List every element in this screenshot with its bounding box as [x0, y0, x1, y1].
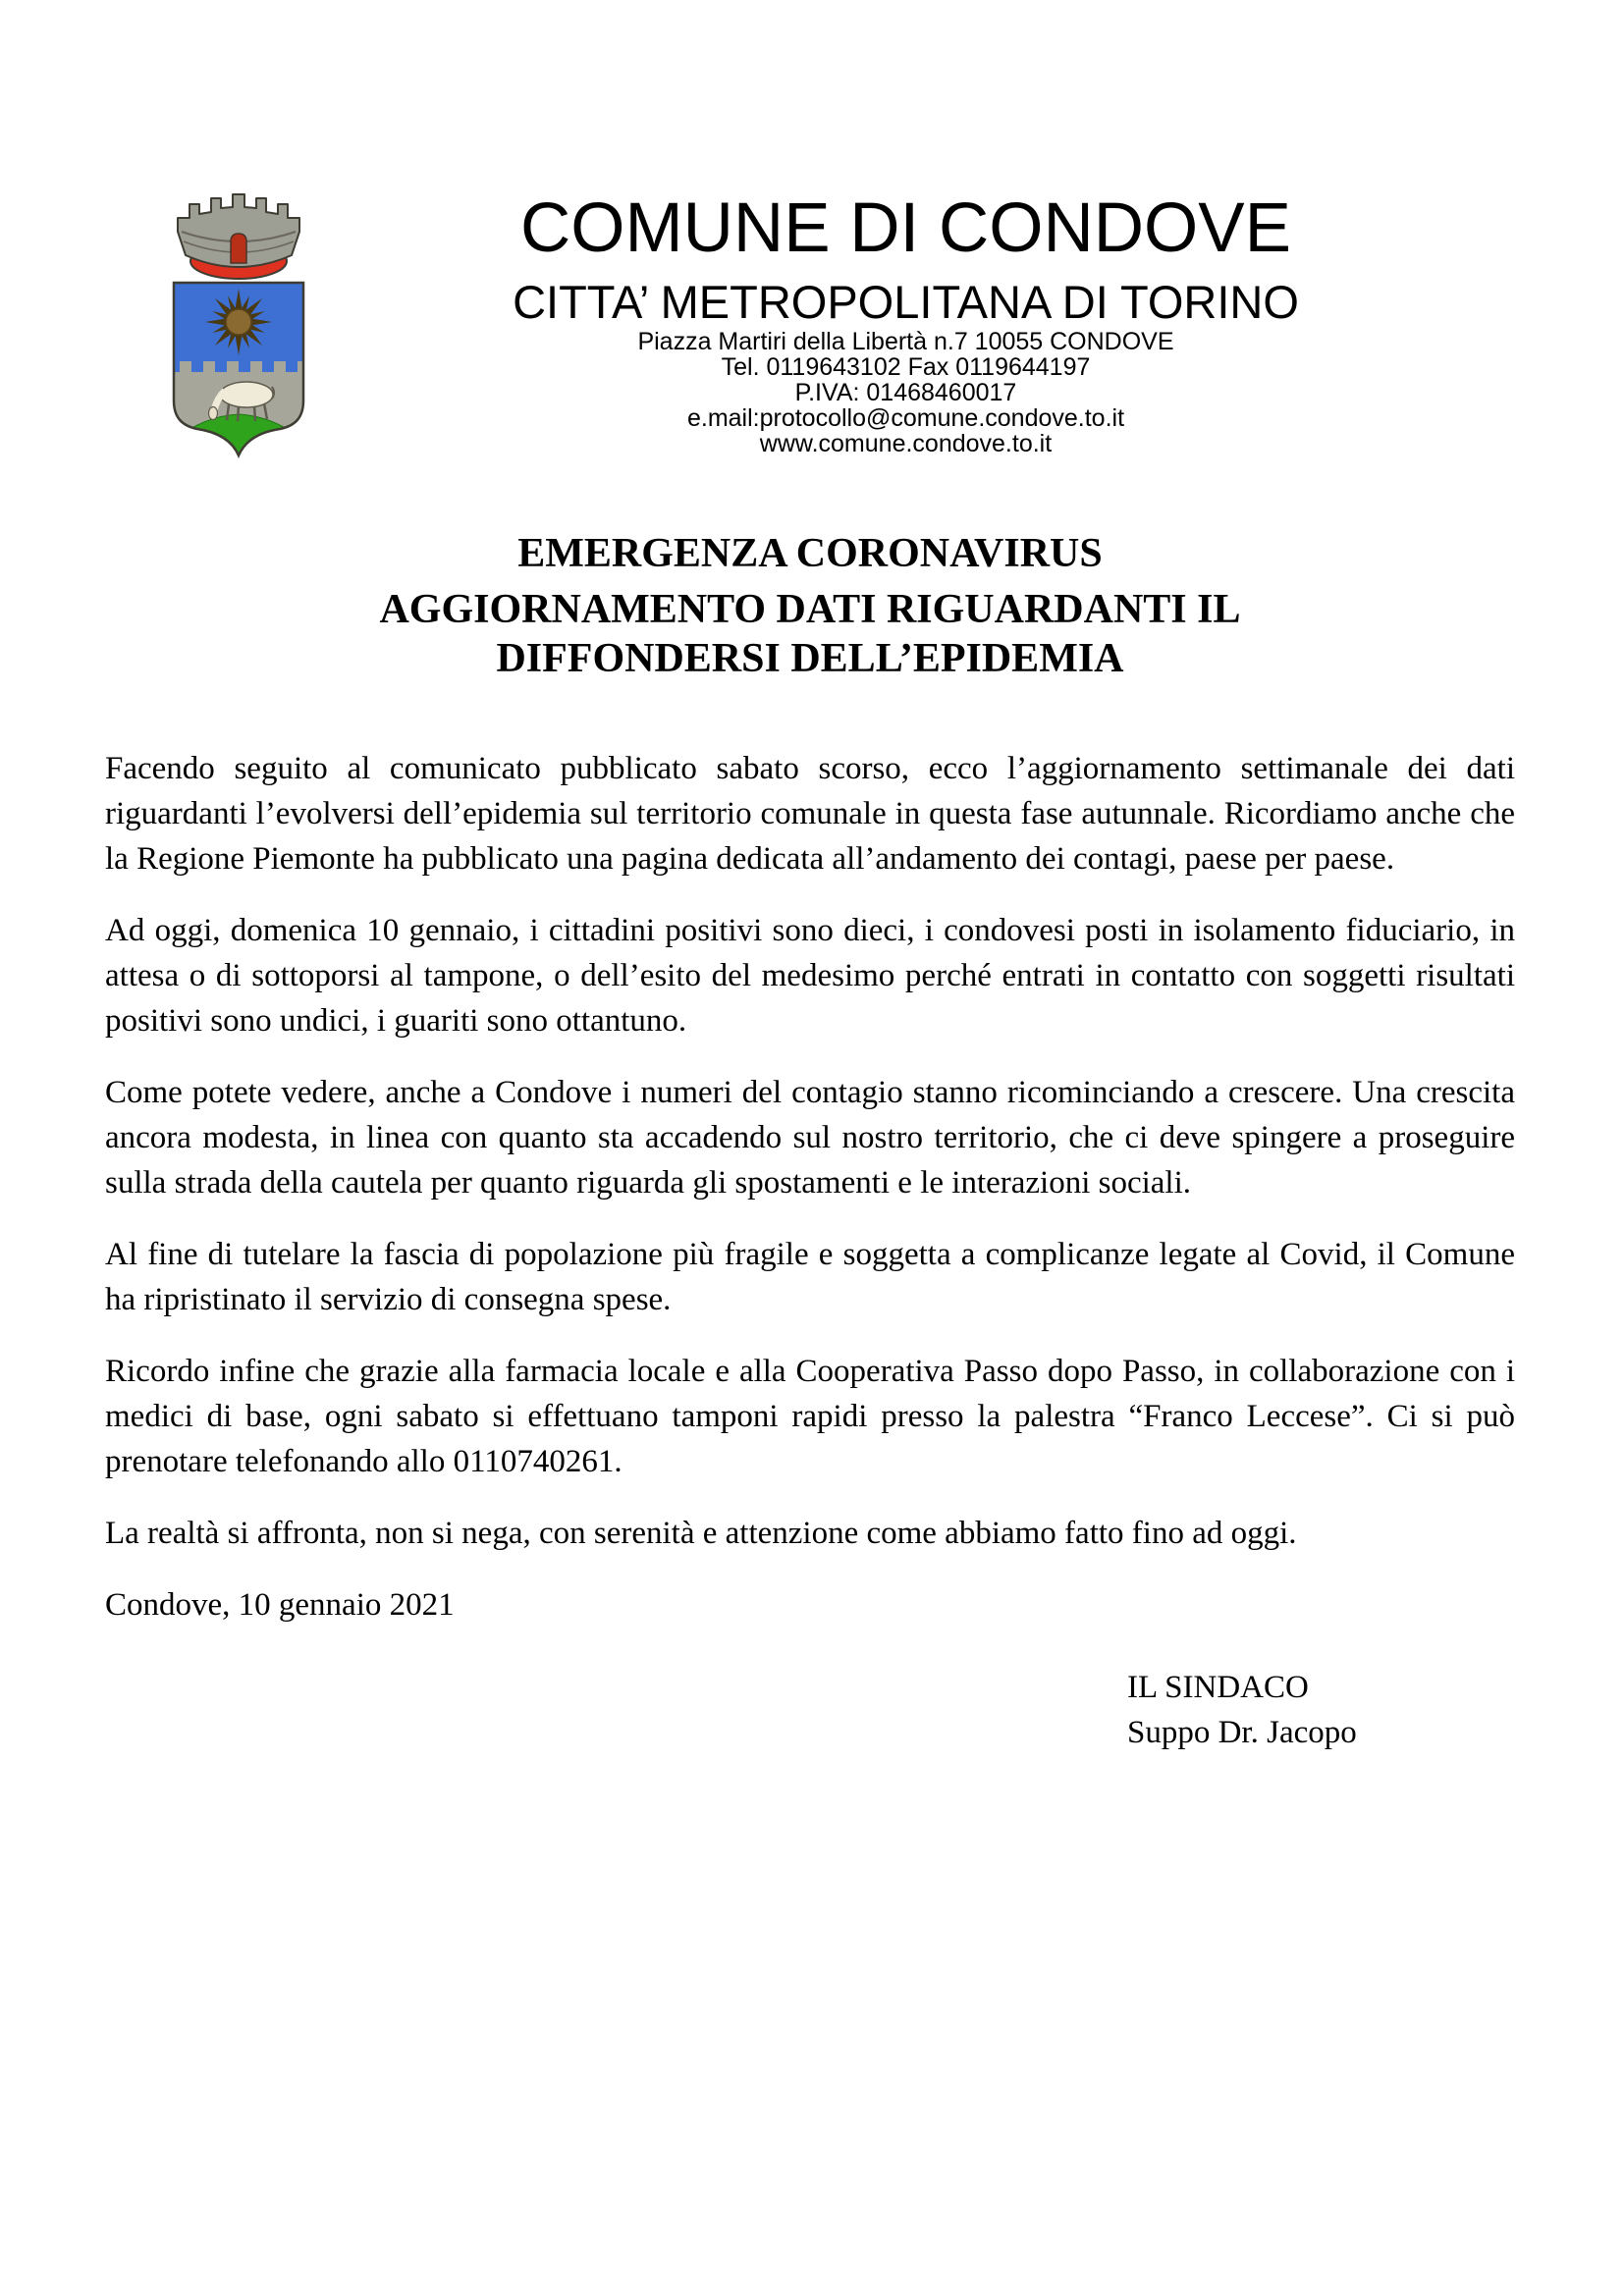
municipality-subtitle: CITTA’ METROPOLITANA DI TORINO [513, 276, 1299, 328]
dateline: Condove, 10 gennaio 2021 [105, 1587, 455, 1623]
paragraph-grocery-service: Al fine di tutelare la fascia di popolazione più fragile e soggetta a complicanze legate al Covid, il Comune ha ripristinato il servizio di consegna spese. [105, 1237, 1515, 1317]
vat-line: P.IVA: 01468460017 [794, 379, 1017, 406]
phone-fax-line: Tel. 0119643102 Fax 0119644197 [721, 353, 1091, 381]
paragraph-closing-remark: La realtà si affronta, non si nega, con serenità e attenzione come abbiamo fatto fino ad oggi. [105, 1516, 1297, 1551]
paragraph-case-numbers: Ad oggi, domenica 10 gennaio, i cittadini positivi sono dieci, i condovesi posti in isolamento fiduciario, in attesa o di sottoporsi al tampone, o dell’esito del medesimo perché entrati in contatto con soggetti risultati positivi sono undici, i guariti sono ottantuno. [105, 913, 1515, 1039]
heraldic-shield [174, 283, 303, 459]
signature-role: IL SINDACO [1127, 1670, 1309, 1705]
address-line: Piazza Martiri della Libertà n.7 10055 CONDOVE [637, 328, 1174, 355]
paragraph-growth-warning: Come potete vedere, anche a Condove i numeri del contagio stanno ricominciando a crescere. Una crescita ancora modesta, in linea con quanto sta accadendo sul nostro territorio, che ci deve spingere a proseguire sulla strada della cautela per quanto riguarda gli spostamenti e le interazioni sociali. [105, 1075, 1515, 1201]
contact-block [344, 329, 1468, 456]
letterhead [344, 189, 1468, 457]
signature-block [1127, 1665, 1515, 1755]
document-subtitle-line-1: AGGIORNAMENTO DATI RIGUARDANTI IL [379, 587, 1241, 632]
signature-name: Suppo Dr. Jacopo [1127, 1715, 1357, 1750]
sun-icon [205, 289, 272, 355]
document-body [105, 530, 1515, 1755]
document-subtitle [105, 585, 1515, 683]
email-line: e.mail:protocollo@comune.condove.to.it [686, 404, 1125, 432]
municipality-name: COMUNE DI CONDOVE [520, 189, 1291, 267]
crown-gate-icon [231, 234, 246, 263]
document-subtitle-line-2: DIFFONDERSI DELL’EPIDEMIA [496, 636, 1124, 681]
paragraph-rapid-tests: Ricordo infine che grazie alla farmacia locale e alla Cooperativa Passo dopo Passo, in collaborazione con i medici di base, ogni sabato si effettuano tamponi rapidi presso la palestra “Franco Leccese”. Ci si può prenotare telefonando allo 0110740261. [105, 1354, 1515, 1479]
mural-crown-icon [178, 194, 299, 279]
municipal-coat-of-arms [169, 192, 308, 461]
document-title: EMERGENZA CORONAVIRUS [517, 531, 1103, 576]
paragraph-weekly-update: Facendo seguito al comunicato pubblicato sabato scorso, ecco l’aggiornamento settimanale dei dati riguardanti l’evolversi dell’epidemia sul territorio comunale in questa fase autunnale. Ricordiamo anche che la Regione Piemonte ha pubblicato una pagina dedicata all’andamento dei contagi, paese per paese. [105, 751, 1515, 877]
website-line: www.comune.condove.to.it [759, 430, 1053, 457]
